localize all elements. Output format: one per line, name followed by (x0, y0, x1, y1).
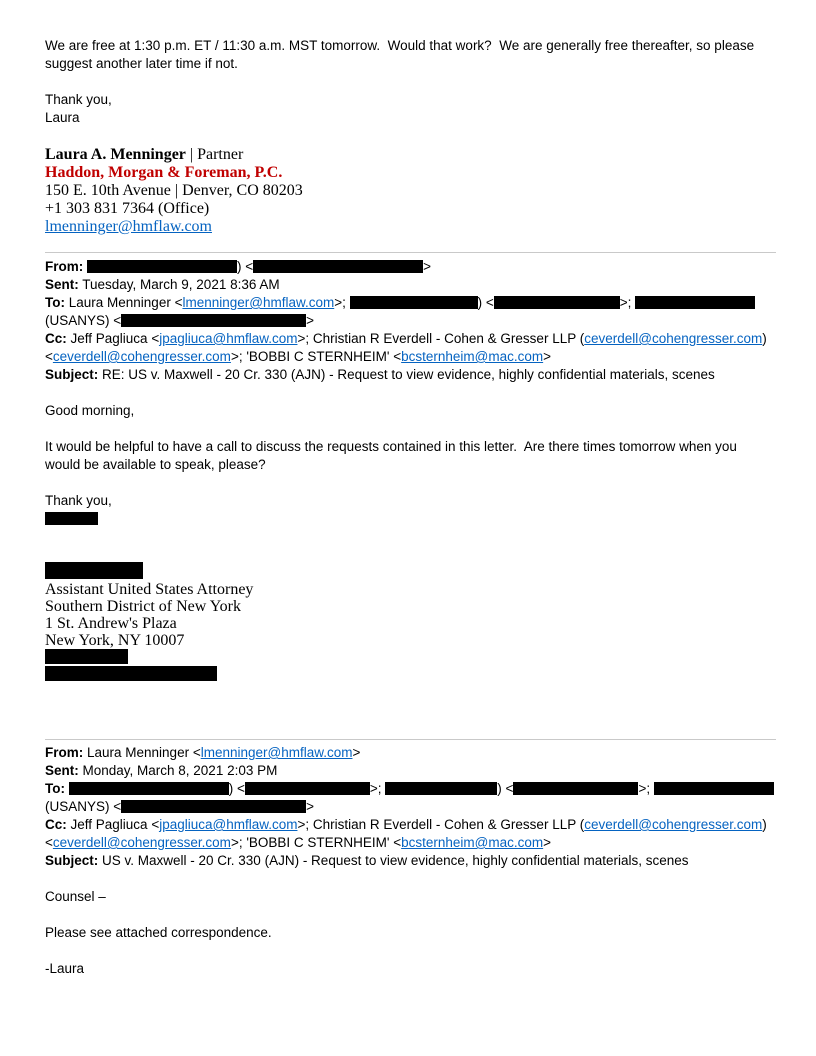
text-line (45, 510, 776, 528)
text-line: Thank you, (45, 92, 112, 107)
email-link[interactable]: ceverdell@cohengresser.com (52, 349, 231, 364)
redaction-bar (45, 512, 98, 525)
email2-signoff (45, 960, 776, 978)
header-label: From: (45, 259, 84, 274)
email1-header (45, 258, 776, 384)
redaction-bar (121, 800, 306, 813)
menninger-signature-block (45, 146, 776, 236)
email-link[interactable]: bcsternheim@mac.com (401, 349, 544, 364)
header-label: From: (45, 745, 84, 760)
email-link[interactable]: jpagliuca@hmflaw.com (159, 817, 298, 832)
email1-closing (45, 492, 776, 528)
redaction-bar (385, 782, 497, 795)
redaction-bar (513, 782, 638, 795)
text-line: Cc: Jeff Pagliuca <jpagliuca@hmflaw.com>; Christian R Everdell - Cohen & Gresser LLP (ceverdell@cohengresser.com) (45, 331, 767, 346)
email-link[interactable]: lmenninger@hmflaw.com (45, 218, 212, 235)
text-line: Southern District of New York (45, 598, 241, 615)
text-line: New York, NY 10007 (45, 632, 185, 649)
redaction-bar (494, 296, 620, 309)
email2-paragraph (45, 924, 776, 942)
email2-salutation (45, 888, 776, 906)
text-line: From: Laura Menninger <lmenninger@hmflaw.com> (45, 745, 361, 760)
quoted-email-divider (45, 252, 776, 253)
text-line: <ceverdell@cohengresser.com>; 'BOBBI C STERNHEIM' <bcsternheim@mac.com> (45, 835, 552, 850)
text-line: It would be helpful to have a call to discuss the requests contained in this letter. Are there times tomorrow when you (45, 439, 737, 454)
header-label: To: (45, 295, 65, 310)
redaction-bar (635, 296, 755, 309)
text-line: (USANYS) < > (45, 313, 315, 328)
text-line (45, 562, 776, 581)
email1-paragraph (45, 438, 776, 474)
email-link[interactable]: lmenninger@hmflaw.com (200, 745, 353, 760)
header-label: Laura A. Menninger (45, 146, 186, 163)
email-link[interactable]: bcsternheim@mac.com (401, 835, 544, 850)
email-link[interactable]: ceverdell@cohengresser.com (584, 331, 763, 346)
quoted-email-divider (45, 739, 776, 740)
redaction-bar (45, 666, 217, 681)
redaction-bar (654, 782, 774, 795)
header-label: Cc: (45, 817, 67, 832)
text-line: To: ) < >; ) < >; (45, 780, 776, 798)
text-line (45, 164, 776, 182)
styled-text: Haddon, Morgan & Foreman, P.C. (45, 164, 283, 181)
email1-greeting (45, 402, 776, 420)
text-line: +1 303 831 7364 (Office) (45, 200, 210, 217)
header-label: Sent: (45, 763, 79, 778)
header-label: Cc: (45, 331, 67, 346)
text-line (45, 666, 776, 683)
redaction-bar (245, 782, 370, 795)
redaction-bar (45, 562, 143, 579)
text-line: (USANYS) < > (45, 799, 315, 814)
redaction-bar (45, 649, 128, 664)
text-line: Thank you, (45, 493, 112, 508)
text-line: We are free at 1:30 p.m. ET / 11:30 a.m. MST tomorrow. Would that work? We are generally free thereafter, so please (45, 38, 755, 53)
text-line (45, 649, 776, 666)
text-line: Counsel – (45, 889, 106, 904)
ausa-signature-block (45, 562, 776, 683)
redaction-bar (121, 314, 306, 327)
text-line: would be available to speak, please? (45, 457, 266, 472)
text-line: From: ) < > (45, 259, 432, 274)
text-line: Sent: Monday, March 8, 2021 2:03 PM (45, 763, 278, 778)
text-line: Sent: Tuesday, March 9, 2021 8:36 AM (45, 277, 280, 292)
header-label: Subject: (45, 367, 99, 382)
email-link[interactable]: jpagliuca@hmflaw.com (159, 331, 298, 346)
text-line: Cc: Jeff Pagliuca <jpagliuca@hmflaw.com>; Christian R Everdell - Cohen & Gresser LLP (ceverdell@cohengresser.com) (45, 817, 767, 832)
redaction-bar (350, 296, 478, 309)
reply-closing (45, 91, 776, 127)
text-line: Please see attached correspondence. (45, 925, 272, 940)
header-label: To: (45, 781, 65, 796)
redaction-bar (87, 260, 237, 273)
text-line: <ceverdell@cohengresser.com>; 'BOBBI C STERNHEIM' <bcsternheim@mac.com> (45, 349, 552, 364)
text-line: -Laura (45, 961, 85, 976)
text-line: Laura (45, 110, 80, 125)
text-line (45, 218, 776, 236)
text-line: suggest another later time if not. (45, 56, 238, 71)
text-line: 1 St. Andrew's Plaza (45, 615, 177, 632)
text-line: To: Laura Menninger <lmenninger@hmflaw.com>; ) < >; (45, 294, 776, 312)
text-line: Subject: US v. Maxwell - 20 Cr. 330 (AJN) - Request to view evidence, highly confidential materials, scenes (45, 853, 689, 868)
reply-body (45, 37, 776, 73)
redaction-bar (69, 782, 229, 795)
email-link[interactable]: ceverdell@cohengresser.com (52, 835, 231, 850)
email-link[interactable]: ceverdell@cohengresser.com (584, 817, 763, 832)
text-line: Good morning, (45, 403, 135, 418)
redaction-bar (253, 260, 423, 273)
text-line: Laura A. Menninger | Partner (45, 146, 244, 163)
header-label: Sent: (45, 277, 79, 292)
text-line: Subject: RE: US v. Maxwell - 20 Cr. 330 (AJN) - Request to view evidence, highly confidential materials, scenes (45, 367, 715, 382)
text-line: Assistant United States Attorney (45, 581, 254, 598)
header-label: Subject: (45, 853, 99, 868)
email2-header (45, 744, 776, 870)
text-line: 150 E. 10th Avenue | Denver, CO 80203 (45, 182, 303, 199)
email-link[interactable]: lmenninger@hmflaw.com (182, 295, 335, 310)
